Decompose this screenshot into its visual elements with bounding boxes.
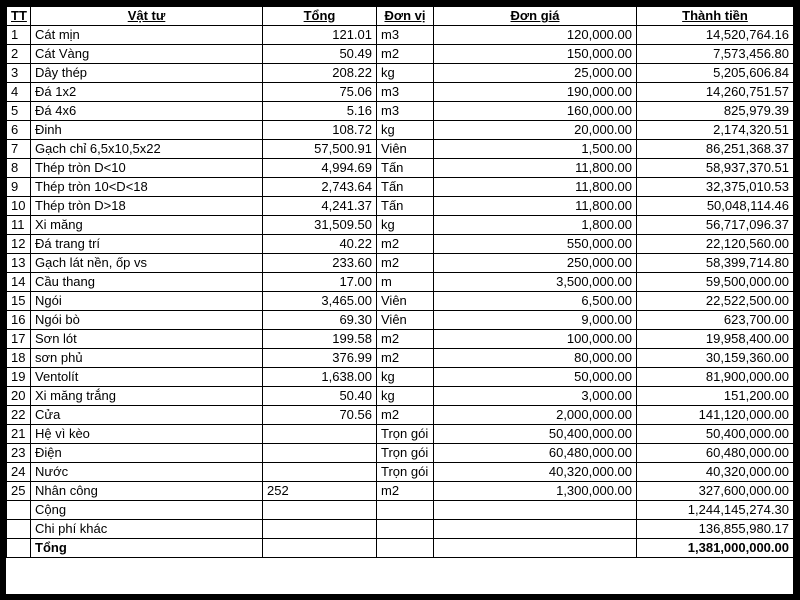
cell-don-vi: m3 — [377, 102, 434, 121]
table-row — [7, 197, 794, 216]
cell-don-vi: Trọn gói — [377, 463, 434, 482]
table-row — [7, 444, 794, 463]
cell-don-gia: 2,000,000.00 — [434, 406, 637, 425]
cell-thanh-tien: 50,048,114.46 — [637, 197, 794, 216]
cell-thanh-tien: 22,522,500.00 — [637, 292, 794, 311]
cell-tt: 25 — [7, 482, 31, 501]
cell-vat-tu: Cầu thang — [31, 273, 263, 292]
table-row — [7, 121, 794, 140]
cell-tong: 50.49 — [263, 45, 377, 64]
cell-vat-tu: Xi măng — [31, 216, 263, 235]
cell-thanh-tien: 59,500,000.00 — [637, 273, 794, 292]
cell-tong: 75.06 — [263, 83, 377, 102]
cell-vat-tu: Ngói — [31, 292, 263, 311]
table-row — [7, 216, 794, 235]
table-row — [7, 406, 794, 425]
cell-don-gia: 11,800.00 — [434, 197, 637, 216]
cell-tong: 199.58 — [263, 330, 377, 349]
cell-vat-tu: Gạch lát nền, ốp vs — [31, 254, 263, 273]
cell-thanh-tien: 22,120,560.00 — [637, 235, 794, 254]
table-row — [7, 178, 794, 197]
cell-tt: 2 — [7, 45, 31, 64]
cell-vat-tu: Sơn lót — [31, 330, 263, 349]
table-row — [7, 83, 794, 102]
cell-vat-tu: Thép tròn 10<D<18 — [31, 178, 263, 197]
table-row — [7, 463, 794, 482]
summary-label: Chi phí khác — [31, 520, 263, 539]
cell-don-vi: m2 — [377, 45, 434, 64]
cell-don-gia: 3,000.00 — [434, 387, 637, 406]
cell-tong: 1,638.00 — [263, 368, 377, 387]
header-row — [7, 7, 794, 26]
cell-don-gia: 190,000.00 — [434, 83, 637, 102]
cell-thanh-tien: 141,120,000.00 — [637, 406, 794, 425]
table-row — [7, 349, 794, 368]
cell-thanh-tien: 623,700.00 — [637, 311, 794, 330]
summary-label: Cộng — [31, 501, 263, 520]
cell-don-vi: m2 — [377, 330, 434, 349]
cell-don-vi: Trọn gói — [377, 444, 434, 463]
column-header-tt: TT — [7, 7, 31, 26]
table-row — [7, 140, 794, 159]
cell-don-vi: Viên — [377, 292, 434, 311]
summary-row — [7, 520, 794, 539]
cell-thanh-tien: 19,958,400.00 — [637, 330, 794, 349]
cell-empty — [263, 539, 377, 558]
cell-thanh-tien: 825,979.39 — [637, 102, 794, 121]
cell-tong: 4,994.69 — [263, 159, 377, 178]
cell-tt: 7 — [7, 140, 31, 159]
cell-don-gia: 1,800.00 — [434, 216, 637, 235]
cell-don-gia: 6,500.00 — [434, 292, 637, 311]
cell-don-gia: 20,000.00 — [434, 121, 637, 140]
cell-thanh-tien: 327,600,000.00 — [637, 482, 794, 501]
cell-thanh-tien: 30,159,360.00 — [637, 349, 794, 368]
cell-tt: 3 — [7, 64, 31, 83]
cell-vat-tu: Cát mịn — [31, 26, 263, 45]
cell-tt: 4 — [7, 83, 31, 102]
cell-vat-tu: Đinh — [31, 121, 263, 140]
table-row — [7, 254, 794, 273]
cell-vat-tu: Hệ vì kèo — [31, 425, 263, 444]
summary-amount: 1,244,145,274.30 — [637, 501, 794, 520]
cell-don-vi: kg — [377, 64, 434, 83]
table-row — [7, 26, 794, 45]
cell-tt: 14 — [7, 273, 31, 292]
cell-don-vi: Viên — [377, 311, 434, 330]
cell-thanh-tien: 151,200.00 — [637, 387, 794, 406]
cell-tong — [263, 444, 377, 463]
cell-tong: 108.72 — [263, 121, 377, 140]
cell-tt: 1 — [7, 26, 31, 45]
summary-amount: 136,855,980.17 — [637, 520, 794, 539]
column-header-don-vi: Đơn vị — [377, 7, 434, 26]
cell-tt: 23 — [7, 444, 31, 463]
cell-tt: 18 — [7, 349, 31, 368]
cell-don-gia: 150,000.00 — [434, 45, 637, 64]
table-row — [7, 273, 794, 292]
cell-empty — [7, 520, 31, 539]
cell-don-gia: 1,500.00 — [434, 140, 637, 159]
cell-tong: 70.56 — [263, 406, 377, 425]
cell-tong: 208.22 — [263, 64, 377, 83]
table-row — [7, 330, 794, 349]
column-header-don-gia: Đơn giá — [434, 7, 637, 26]
cell-empty — [377, 501, 434, 520]
cell-don-gia: 250,000.00 — [434, 254, 637, 273]
cell-tong: 121.01 — [263, 26, 377, 45]
table-row — [7, 425, 794, 444]
table-row — [7, 292, 794, 311]
cell-thanh-tien: 2,174,320.51 — [637, 121, 794, 140]
cell-thanh-tien: 40,320,000.00 — [637, 463, 794, 482]
cell-tong — [263, 463, 377, 482]
cell-empty — [434, 501, 637, 520]
cell-vat-tu: Thép tròn D<10 — [31, 159, 263, 178]
cell-empty — [263, 520, 377, 539]
cell-thanh-tien: 58,399,714.80 — [637, 254, 794, 273]
table-row — [7, 102, 794, 121]
cell-don-gia: 100,000.00 — [434, 330, 637, 349]
cell-don-gia: 120,000.00 — [434, 26, 637, 45]
table-row — [7, 159, 794, 178]
cell-don-gia: 11,800.00 — [434, 159, 637, 178]
cell-don-vi: kg — [377, 368, 434, 387]
cell-vat-tu: Ngói bò — [31, 311, 263, 330]
cell-tong — [263, 425, 377, 444]
cell-tt: 5 — [7, 102, 31, 121]
cell-tt: 12 — [7, 235, 31, 254]
cell-don-gia: 160,000.00 — [434, 102, 637, 121]
cell-tt: 24 — [7, 463, 31, 482]
cell-vat-tu: Cửa — [31, 406, 263, 425]
cell-don-gia: 9,000.00 — [434, 311, 637, 330]
cell-don-vi: kg — [377, 216, 434, 235]
summary-row — [7, 539, 794, 558]
cell-thanh-tien: 81,900,000.00 — [637, 368, 794, 387]
cell-don-gia: 50,400,000.00 — [434, 425, 637, 444]
cell-vat-tu: Gạch chỉ 6,5x10,5x22 — [31, 140, 263, 159]
cell-tt: 10 — [7, 197, 31, 216]
cell-don-vi: m — [377, 273, 434, 292]
cell-don-vi: kg — [377, 121, 434, 140]
spreadsheet-area — [6, 6, 793, 594]
cell-vat-tu: Đá 1x2 — [31, 83, 263, 102]
cell-vat-tu: Ventolít — [31, 368, 263, 387]
cell-don-vi: Tấn — [377, 159, 434, 178]
cell-tt: 11 — [7, 216, 31, 235]
cell-don-vi: m2 — [377, 482, 434, 501]
cell-vat-tu: Dây thép — [31, 64, 263, 83]
cell-tt: 17 — [7, 330, 31, 349]
cell-empty — [434, 539, 637, 558]
cost-table — [6, 6, 794, 558]
cell-vat-tu: Xi măng trắng — [31, 387, 263, 406]
cell-tt: 19 — [7, 368, 31, 387]
cell-tong: 2,743.64 — [263, 178, 377, 197]
cell-don-vi: m3 — [377, 83, 434, 102]
cell-don-vi: m3 — [377, 26, 434, 45]
cell-tong: 5.16 — [263, 102, 377, 121]
cell-tong: 31,509.50 — [263, 216, 377, 235]
cell-thanh-tien: 56,717,096.37 — [637, 216, 794, 235]
cell-tt: 8 — [7, 159, 31, 178]
cell-thanh-tien: 5,205,606.84 — [637, 64, 794, 83]
cell-empty — [434, 520, 637, 539]
cell-don-vi: Viên — [377, 140, 434, 159]
table-row — [7, 387, 794, 406]
cell-thanh-tien: 32,375,010.53 — [637, 178, 794, 197]
cell-tt: 6 — [7, 121, 31, 140]
cell-vat-tu: Điện — [31, 444, 263, 463]
cell-tt: 20 — [7, 387, 31, 406]
cell-tong: 50.40 — [263, 387, 377, 406]
cell-vat-tu: Nước — [31, 463, 263, 482]
cell-empty — [7, 501, 31, 520]
summary-label: Tổng — [31, 539, 263, 558]
cell-tong: 252 — [263, 482, 377, 501]
cell-don-gia: 3,500,000.00 — [434, 273, 637, 292]
cell-don-vi: m2 — [377, 406, 434, 425]
cell-tong: 233.60 — [263, 254, 377, 273]
cell-empty — [377, 520, 434, 539]
cell-vat-tu: Đá trang trí — [31, 235, 263, 254]
cell-don-gia: 11,800.00 — [434, 178, 637, 197]
cell-thanh-tien: 50,400,000.00 — [637, 425, 794, 444]
cell-empty — [263, 501, 377, 520]
table-row — [7, 64, 794, 83]
cell-don-vi: Tấn — [377, 197, 434, 216]
cell-thanh-tien: 14,520,764.16 — [637, 26, 794, 45]
cell-don-vi: Trọn gói — [377, 425, 434, 444]
cell-tong: 3,465.00 — [263, 292, 377, 311]
table-row — [7, 368, 794, 387]
cell-tt: 15 — [7, 292, 31, 311]
cell-vat-tu: sơn phủ — [31, 349, 263, 368]
cell-empty — [377, 539, 434, 558]
table-row — [7, 311, 794, 330]
cell-don-gia: 60,480,000.00 — [434, 444, 637, 463]
table-row — [7, 235, 794, 254]
cell-don-vi: m2 — [377, 254, 434, 273]
cell-don-gia: 1,300,000.00 — [434, 482, 637, 501]
cell-thanh-tien: 60,480,000.00 — [637, 444, 794, 463]
cell-don-gia: 550,000.00 — [434, 235, 637, 254]
cell-empty — [7, 539, 31, 558]
cell-tt: 21 — [7, 425, 31, 444]
cell-don-vi: m2 — [377, 235, 434, 254]
table-body — [7, 26, 794, 558]
cell-thanh-tien: 7,573,456.80 — [637, 45, 794, 64]
cell-don-gia: 50,000.00 — [434, 368, 637, 387]
cell-tt: 13 — [7, 254, 31, 273]
cell-don-gia: 40,320,000.00 — [434, 463, 637, 482]
table-row — [7, 482, 794, 501]
cell-vat-tu: Thép tròn D>18 — [31, 197, 263, 216]
column-header-thanh-tien: Thành tiền — [637, 7, 794, 26]
summary-row — [7, 501, 794, 520]
cell-tt: 16 — [7, 311, 31, 330]
cell-tong: 17.00 — [263, 273, 377, 292]
table-row — [7, 45, 794, 64]
cell-tt: 9 — [7, 178, 31, 197]
summary-amount: 1,381,000,000.00 — [637, 539, 794, 558]
cell-don-vi: Tấn — [377, 178, 434, 197]
cell-tong: 376.99 — [263, 349, 377, 368]
cell-don-gia: 80,000.00 — [434, 349, 637, 368]
cell-vat-tu: Cát Vàng — [31, 45, 263, 64]
cell-vat-tu: Nhân công — [31, 482, 263, 501]
cell-tong: 4,241.37 — [263, 197, 377, 216]
cell-vat-tu: Đá 4x6 — [31, 102, 263, 121]
cell-tt: 22 — [7, 406, 31, 425]
cell-thanh-tien: 86,251,368.37 — [637, 140, 794, 159]
cell-tong: 69.30 — [263, 311, 377, 330]
cell-don-vi: m2 — [377, 349, 434, 368]
column-header-tong: Tổng — [263, 7, 377, 26]
cell-don-vi: kg — [377, 387, 434, 406]
cell-tong: 40.22 — [263, 235, 377, 254]
cell-tong: 57,500.91 — [263, 140, 377, 159]
cell-don-gia: 25,000.00 — [434, 64, 637, 83]
cell-thanh-tien: 14,260,751.57 — [637, 83, 794, 102]
cell-thanh-tien: 58,937,370.51 — [637, 159, 794, 178]
column-header-vat-tu: Vật tư — [31, 7, 263, 26]
